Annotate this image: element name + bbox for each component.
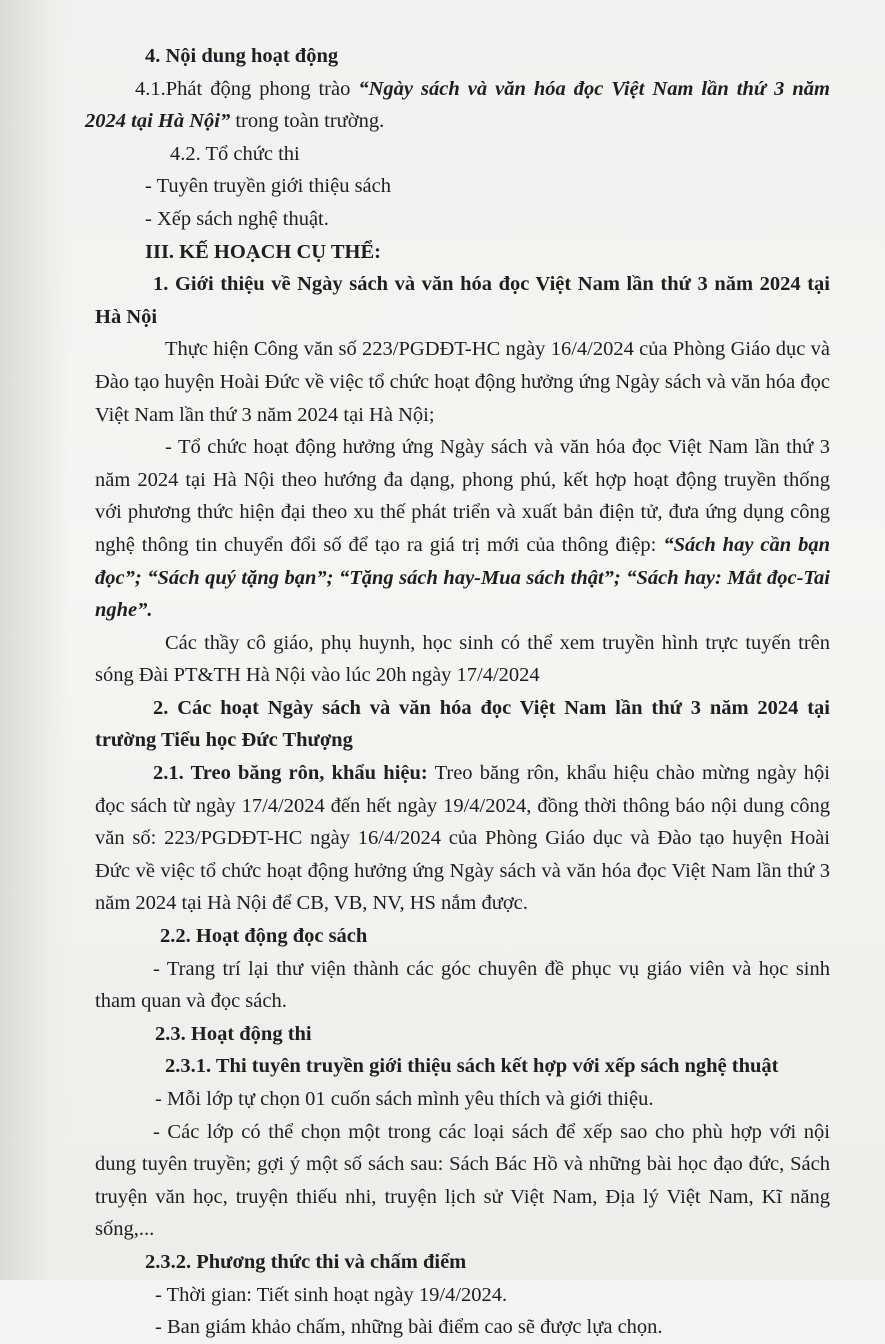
section-1-paragraph-3: Các thầy cô giáo, phụ huynh, học sinh có thể xem truyền hình trực tuyến trên sóng Đài PT&TH Hà Nội vào lúc 20h ngày 17/4/2024 — [95, 631, 830, 687]
section-4-1: 4.1.Phát động phong trào “Ngày sách và văn hóa đọc Việt Nam lần thứ 3 năm 2024 tại Hà Nội” trong toàn trường. — [85, 77, 830, 133]
section-2-3-1-heading: 2.3.1. Thi tuyên truyền giới thiệu sách kết hợp với xếp sách nghệ thuật — [165, 1055, 779, 1078]
section-1-paragraph-2: - Tổ chức hoạt động hưởng ứng Ngày sách và văn hóa đọc Việt Nam lần thứ 3 năm 2024 tại Hà Nội theo hướng đa dạng, phong phú, kết hợp hoạt động truyền thống với phương thức hiện đại theo xu thế phát triển và xuất bản điện tử, đưa ứng dụng công nghệ thông tin chuyển đổi số để tạo ra giá trị mới của thông điệp: “Sách hay cần bạn đọc”; “Sách quý tặng bạn”; “Tặng sách hay-Mua sách thật”; “Sách hay: Mắt đọc-Tai nghe”. — [95, 436, 830, 622]
section-1-paragraph-1: Thực hiện Công văn số 223/PGDĐT-HC ngày 16/4/2024 của Phòng Giáo dục và Đào tạo huyện Hoài Đức về việc tổ chức hoạt động hưởng ứng Ngày sách và văn hóa đọc Việt Nam lần thứ 3 năm 2024 tại Hà Nội; — [95, 338, 830, 426]
section-2-3-1-bullet-2: - Các lớp có thể chọn một trong các loại sách để xếp sao cho phù hợp với nội dung tuyên truyền; gợi ý một số sách sau: Sách Bác Hồ và những bài học đạo đức, Sách truyện văn học, truyện thiếu nhi, truyện lịch sử Việt Nam, Địa lý Việt Nam, Kĩ năng sống,... — [95, 1120, 830, 1241]
section-2-3-1-bullet-1: - Mỗi lớp tự chọn 01 cuốn sách mình yêu thích và giới thiệu. — [155, 1088, 654, 1110]
section-2-heading: 2. Các hoạt Ngày sách và văn hóa đọc Việt Nam lần thứ 3 năm 2024 tại trường Tiểu học Đức Thượng — [95, 696, 830, 752]
section-iii-heading: III. KẾ HOẠCH CỤ THỂ: — [145, 240, 381, 263]
section-4-2-bullet-1: - Tuyên truyền giới thiệu sách — [145, 175, 391, 198]
section-2-3-2-bullet-1: - Thời gian: Tiết sinh hoạt ngày 19/4/2024. — [155, 1283, 508, 1306]
section-4-2: 4.2. Tổ chức thi — [170, 142, 300, 165]
section-2-1: 2.1. Treo băng rôn, khẩu hiệu: Treo băng rôn, khẩu hiệu chào mừng ngày hội đọc sách từ ngày 17/4/2024 đến hết ngày 19/4/2024, đồng thời thông báo nội dung công văn số: 223/PGDĐT-HC ngày 16/4/2024 của Phòng Giáo dục và Đào tạo huyện Hoài Đức về việc tổ chức hoạt động hưởng ứng Ngày sách và văn hóa đọc Việt Nam lần thứ 3 năm 2024 tại Hà Nội để CB, VB, NV, HS nắm được. — [95, 762, 830, 915]
section-2-3-2-bullet-2: - Ban giám khảo chấm, những bài điểm cao sẽ được lựa chọn. — [155, 1316, 663, 1339]
section-4-heading: 4. Nội dung hoạt động — [145, 45, 339, 67]
section-2-2-heading: 2.2. Hoạt động đọc sách — [160, 925, 368, 948]
section-2-2-text: - Trang trí lại thư viện thành các góc chuyên đề phục vụ giáo viên và học sinh tham quan và đọc sách. — [95, 957, 830, 1013]
section-1-heading: 1. Giới thiệu về Ngày sách và văn hóa đọc Việt Nam lần thứ 3 năm 2024 tại Hà Nội — [95, 273, 830, 328]
section-2-3-2-heading: 2.3.2. Phương thức thi và chấm điểm — [145, 1250, 467, 1273]
section-4-2-bullet-2: - Xếp sách nghệ thuật. — [145, 207, 329, 230]
page-edge-shadow — [0, 0, 70, 1280]
section-2-3-heading: 2.3. Hoạt động thi — [155, 1022, 312, 1045]
